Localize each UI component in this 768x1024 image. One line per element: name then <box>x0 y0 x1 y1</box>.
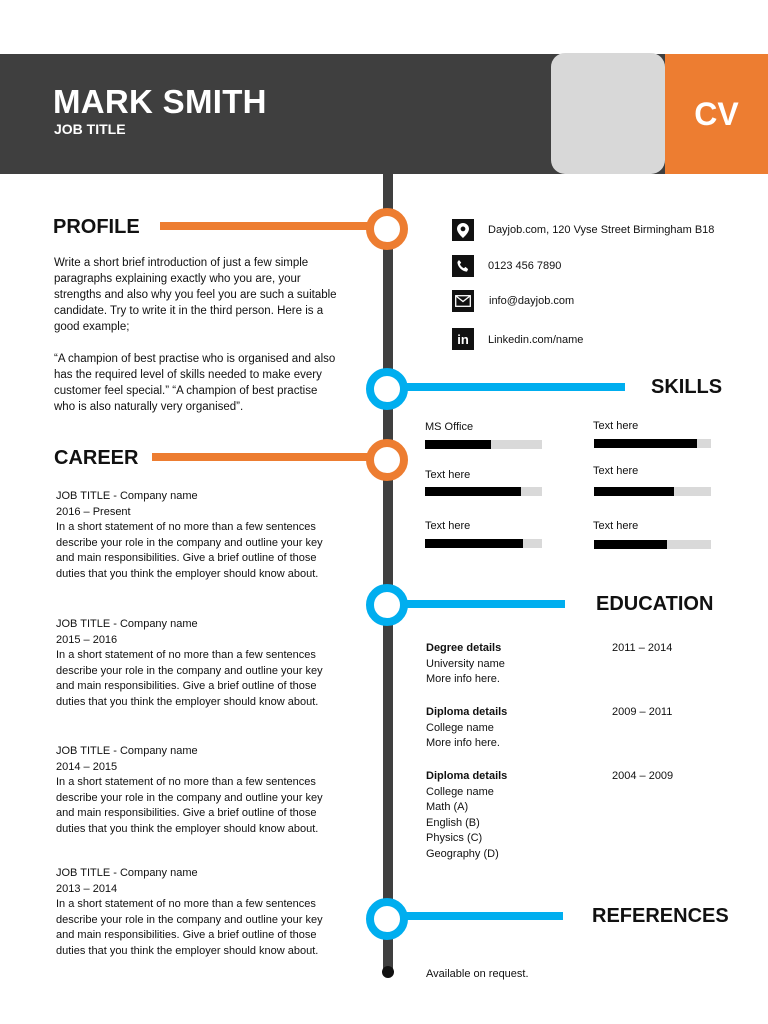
education-line: College name <box>426 785 494 798</box>
job-description-line: describe your role in the company and outline your key <box>56 536 323 549</box>
skill-bar-fill <box>594 439 697 448</box>
education-line: University name <box>426 657 505 670</box>
skill-bar-fill <box>425 440 491 449</box>
job-description-line: and main responsibilities. Give a brief outline of those <box>56 680 317 692</box>
skill-label: Text here <box>593 420 639 432</box>
education-line: Geography (D) <box>426 847 499 860</box>
job-title: JOB TITLE - Company name <box>56 867 198 879</box>
skill-label: MS Office <box>425 421 474 433</box>
job-description-line: describe your role in the company and outline your key <box>56 791 323 804</box>
skill-bar <box>594 439 711 448</box>
job-description-line: duties that you think the employer should know about. <box>56 567 319 580</box>
references-text: Available on request. <box>426 968 529 980</box>
contact-email: info@dayjob.com <box>489 295 575 307</box>
profile-line: who is also naturally very organised”. <box>54 401 244 413</box>
job-dates: 2014 – 2015 <box>56 760 118 773</box>
profile-line: paragraphs explaining exactly who you are, your <box>54 273 301 285</box>
education-entry <box>426 705 596 752</box>
profile-node <box>366 208 408 250</box>
skill-bar-fill <box>594 487 674 496</box>
education-heading: EDUCATION <box>596 593 714 615</box>
career-heading: CAREER <box>54 447 139 469</box>
job-description-line: duties that you think the employer should know about. <box>56 822 319 835</box>
job-description-line: In a short statement of no more than a few sentences <box>56 898 316 910</box>
profile-spacer <box>54 335 364 351</box>
career-job <box>56 866 366 959</box>
profile-line: customer feel special.” “A champion of best practise <box>54 385 318 397</box>
profile-line: good example; <box>54 321 130 333</box>
photo-placeholder <box>551 53 665 174</box>
job-title: JOB TITLE - Company name <box>56 618 198 630</box>
profile-line: “A champion of best practise who is organised and also <box>54 353 336 365</box>
skill-bar <box>425 487 542 496</box>
education-title: Diploma details <box>426 706 508 718</box>
job-description-line: In a short statement of no more than a few sentences <box>56 776 316 788</box>
education-line: Physics (C) <box>426 832 483 844</box>
skill-bar <box>425 539 542 548</box>
career-job <box>56 617 366 710</box>
envelope-icon <box>452 290 474 312</box>
education-connector <box>402 600 565 608</box>
job-description-line: describe your role in the company and outline your key <box>56 664 323 677</box>
education-line: English (B) <box>426 816 480 829</box>
skills-connector <box>402 383 625 391</box>
skill-bar-fill <box>425 539 523 548</box>
references-connector <box>402 912 563 920</box>
job-description-line: duties that you think the employer should know about. <box>56 695 319 708</box>
education-line: Math (A) <box>426 801 469 813</box>
phone-icon <box>452 255 474 277</box>
timeline-line <box>383 174 393 972</box>
job-description-line: and main responsibilities. Give a brief outline of those <box>56 929 317 941</box>
job-dates: 2016 – Present <box>56 505 131 518</box>
skill-label: Text here <box>425 520 471 532</box>
profile-heading: PROFILE <box>53 216 140 238</box>
education-dates: 2011 – 2014 <box>612 642 673 654</box>
contact-address: Dayjob.com, 120 Vyse Street Birmingham B18 <box>488 224 715 236</box>
education-title: Degree details <box>426 642 502 654</box>
profile-line: has the required level of skills needed to make every <box>54 369 322 381</box>
job-description-line: In a short statement of no more than a few sentences <box>56 521 316 533</box>
job-description-line: and main responsibilities. Give a brief outline of those <box>56 807 317 819</box>
job-dates: 2015 – 2016 <box>56 633 118 646</box>
education-line: More info here. <box>426 737 500 749</box>
job-description-line: describe your role in the company and outline your key <box>56 913 323 926</box>
job-description-line: In a short statement of no more than a few sentences <box>56 649 316 661</box>
skill-bar <box>425 440 542 449</box>
career-connector <box>152 453 372 461</box>
job-dates: 2013 – 2014 <box>56 882 118 895</box>
timeline-end-dot <box>382 966 394 978</box>
job-description-line: duties that you think the employer should know about. <box>56 944 319 957</box>
skill-bar-fill <box>594 540 667 549</box>
skill-label: Text here <box>425 469 471 481</box>
skill-bar <box>594 487 711 496</box>
education-dates: 2009 – 2011 <box>612 706 673 718</box>
skill-bar-fill <box>425 487 521 496</box>
career-node <box>366 439 408 481</box>
candidate-job-title: JOB TITLE <box>54 121 126 137</box>
cv-label: CV <box>694 96 739 132</box>
profile-line: Write a short brief introduction of just a few simple <box>54 257 309 269</box>
skills-heading: SKILLS <box>651 376 723 398</box>
skill-bar <box>594 540 711 549</box>
education-line: More info here. <box>426 673 500 685</box>
contact-linkedin: Linkedin.com/name <box>488 334 584 346</box>
linkedin-icon: in <box>452 328 474 350</box>
education-dates: 2004 – 2009 <box>612 770 674 782</box>
job-title: JOB TITLE - Company name <box>56 490 198 502</box>
skill-label: Text here <box>593 465 639 477</box>
education-entry <box>426 641 596 688</box>
career-job <box>56 744 366 837</box>
education-line: College name <box>426 721 494 734</box>
map-pin-icon <box>452 219 474 241</box>
job-description-line: and main responsibilities. Give a brief outline of those <box>56 552 317 564</box>
profile-connector <box>160 222 372 230</box>
contact-phone: 0123 456 7890 <box>488 260 562 272</box>
education-title: Diploma details <box>426 770 508 782</box>
candidate-name: MARK SMITH <box>53 83 267 120</box>
references-heading: REFERENCES <box>592 905 729 927</box>
profile-line: strengths and also why you feel you are such a suitable <box>54 289 337 301</box>
profile-line: candidate. Try to write it in the third person. Here is a <box>54 305 324 317</box>
job-title: JOB TITLE - Company name <box>56 745 198 757</box>
career-job <box>56 489 366 582</box>
education-entry <box>426 769 596 862</box>
skill-label: Text here <box>593 520 639 532</box>
profile-text <box>54 255 364 415</box>
